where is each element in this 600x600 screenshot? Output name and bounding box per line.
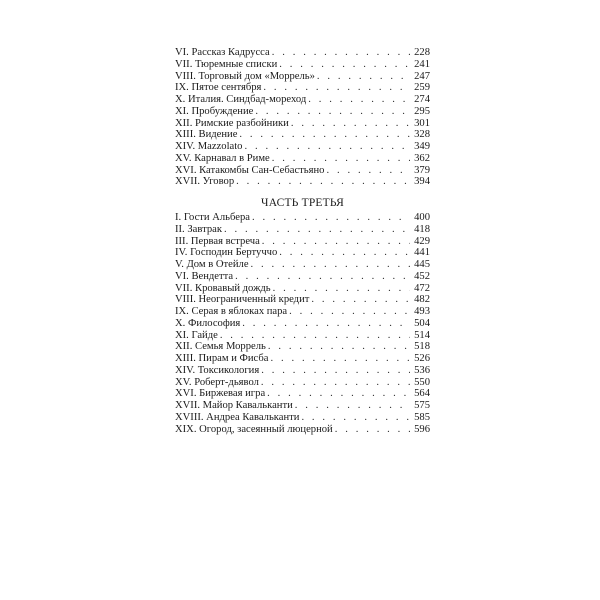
toc-entry-page: 295 [414, 105, 430, 117]
toc-entry-page: 301 [414, 117, 430, 129]
toc-entry-title: XVI. Биржевая игра [175, 388, 266, 400]
toc-entry [175, 341, 430, 353]
toc-entry-title: XI. Пробуждение [175, 105, 254, 117]
toc-entry-page: 259 [414, 82, 430, 94]
section-heading-part-three: ЧАСТЬ ТРЕТЬЯ [261, 197, 344, 209]
dot-leader [235, 271, 410, 283]
toc-entry-page: 241 [414, 58, 430, 70]
toc-entry-page: 445 [414, 259, 430, 270]
toc-entry-title: X. Италия. Синдбад-мореход [175, 94, 307, 105]
toc-entry-title: XV. Карнавал в Риме [175, 152, 270, 164]
toc-entry-page: 482 [414, 294, 430, 306]
toc-entry-page: 550 [414, 376, 430, 388]
toc-entry [175, 400, 430, 412]
toc-entry-title: XVI. Катакомбы Сан-Себастьяно [175, 164, 325, 176]
dot-leader [270, 353, 410, 365]
dot-leader [335, 424, 410, 436]
toc-entry [175, 71, 430, 83]
dot-leader [242, 318, 410, 330]
dot-leader [291, 118, 410, 130]
toc-entry-page: 493 [414, 306, 430, 317]
dot-leader [272, 47, 410, 59]
toc-entry [175, 271, 430, 283]
toc-entry-page: 328 [414, 129, 430, 141]
toc-entry-page: 274 [414, 94, 430, 105]
toc-entry-title: VIII. Торговый дом «Моррель» [175, 70, 315, 82]
dot-leader [279, 59, 410, 71]
dot-leader [289, 306, 410, 318]
toc-entry-page: 514 [414, 329, 430, 341]
toc-entry-title: XII. Семья Моррель [175, 341, 266, 353]
toc-entry [175, 129, 430, 141]
dot-leader [255, 106, 410, 118]
toc-entry-title: IX. Серая в яблоках пара [175, 306, 288, 317]
toc-entry [175, 224, 430, 236]
toc-entry-page: 247 [414, 70, 430, 82]
dot-leader [239, 129, 410, 141]
toc-entry [175, 424, 430, 436]
toc-entry [175, 377, 430, 389]
toc-entry-page: 394 [414, 176, 430, 188]
dot-leader [261, 377, 410, 389]
dot-leader [267, 388, 410, 400]
toc-entry-page: 518 [414, 341, 430, 353]
toc-entry [175, 106, 430, 118]
toc-entry [175, 283, 430, 295]
dot-leader [317, 71, 410, 83]
toc-entry-page: 585 [414, 411, 430, 423]
toc-entry-page: 441 [414, 247, 430, 259]
dot-leader [252, 212, 410, 224]
toc-entry-title: VIII. Неограниченный кредит [175, 294, 310, 306]
toc-entry-title: XVIII. Андреа Кавальканти [175, 411, 300, 423]
dot-leader [295, 400, 410, 412]
toc-entry-page: 564 [414, 388, 430, 400]
toc-entry-page: 228 [414, 47, 430, 58]
dot-leader [263, 82, 410, 94]
toc-entry-page: 472 [414, 282, 430, 294]
toc-entry-title: XIX. Огород, засеянный люцерной [175, 423, 333, 435]
toc-entry-page: 400 [414, 212, 430, 223]
toc-entry-page: 429 [414, 235, 430, 247]
toc-entry [175, 82, 430, 94]
toc-entry [175, 318, 430, 330]
toc-entry [175, 388, 430, 400]
dot-leader [311, 294, 410, 306]
toc-entry [175, 94, 430, 106]
dot-leader [272, 153, 410, 165]
toc-entry-page: 362 [414, 152, 430, 164]
toc-entry-title: XIII. Пирам и Фисба [175, 353, 269, 364]
toc-entry-title: IV. Господин Бертуччо [175, 247, 278, 259]
toc-entry-title: XVII. Майор Кавальканти [175, 400, 293, 411]
dot-leader [224, 224, 410, 236]
toc-entry [175, 306, 430, 318]
toc-list-part-two [175, 47, 430, 188]
toc-entry [175, 247, 430, 259]
toc-entry [175, 412, 430, 424]
toc-entry-page: 452 [414, 270, 430, 282]
dot-leader [262, 236, 410, 248]
toc-entry-title: IX. Пятое сентября [175, 82, 262, 94]
toc-entry [175, 59, 430, 71]
toc-entry [175, 47, 430, 59]
toc-entry-page: 596 [414, 423, 430, 435]
toc-list-part-three [175, 212, 430, 435]
toc-entry [175, 330, 430, 342]
toc-entry-title: II. Завтрак [175, 223, 223, 235]
dot-leader [326, 165, 410, 177]
toc-entry-title: XVII. Уговор [175, 176, 235, 188]
dot-leader [273, 283, 410, 295]
dot-leader [236, 176, 410, 188]
toc-entry-page: 418 [414, 223, 430, 235]
toc-entry-title: XII. Римские разбойники [175, 117, 289, 129]
toc-entry-title: XV. Роберт-дьявол [175, 376, 259, 388]
toc-entry [175, 259, 430, 271]
toc-entry-page: 536 [414, 364, 430, 376]
toc-entry-title: VII. Тюремные списки [175, 58, 278, 70]
toc-entry-title: XIV. Mazzolato [175, 141, 243, 152]
toc-entry-page: 349 [414, 141, 430, 152]
toc-entry-title: VI. Вендетта [175, 270, 234, 282]
toc-entry [175, 153, 430, 165]
dot-leader [268, 341, 410, 353]
toc-entry-title: XIV. Токсикология [175, 364, 260, 376]
dot-leader [220, 330, 410, 342]
toc-entry-title: XI. Гайде [175, 329, 218, 341]
toc-entry-page: 379 [414, 164, 430, 176]
toc-entry-title: I. Гости Альбера [175, 212, 250, 223]
toc-entry [175, 294, 430, 306]
toc-entry [175, 236, 430, 248]
dot-leader [308, 94, 410, 106]
toc-entry-title: VI. Рассказ Кадрусса [175, 47, 270, 58]
toc-entry [175, 165, 430, 177]
toc-entry-page: 504 [414, 317, 430, 329]
toc-entry [175, 212, 430, 224]
toc-entry [175, 365, 430, 377]
toc-entry [175, 353, 430, 365]
dot-leader [251, 259, 410, 271]
toc-entry-page: 526 [414, 353, 430, 364]
toc-entry [175, 176, 430, 188]
toc-entry-title: XIII. Видение [175, 129, 238, 141]
toc-entry [175, 118, 430, 130]
dot-leader [244, 141, 410, 153]
toc-entry-page: 575 [414, 400, 430, 411]
dot-leader [301, 412, 410, 424]
dot-leader [261, 365, 410, 377]
toc-entry-title: X. Философия [175, 317, 241, 329]
toc-entry-title: V. Дом в Отейле [175, 259, 249, 270]
toc-entry [175, 141, 430, 153]
dot-leader [279, 247, 410, 259]
toc-entry-title: VII. Кровавый дождь [175, 282, 271, 294]
toc-entry-title: III. Первая встреча [175, 235, 260, 247]
